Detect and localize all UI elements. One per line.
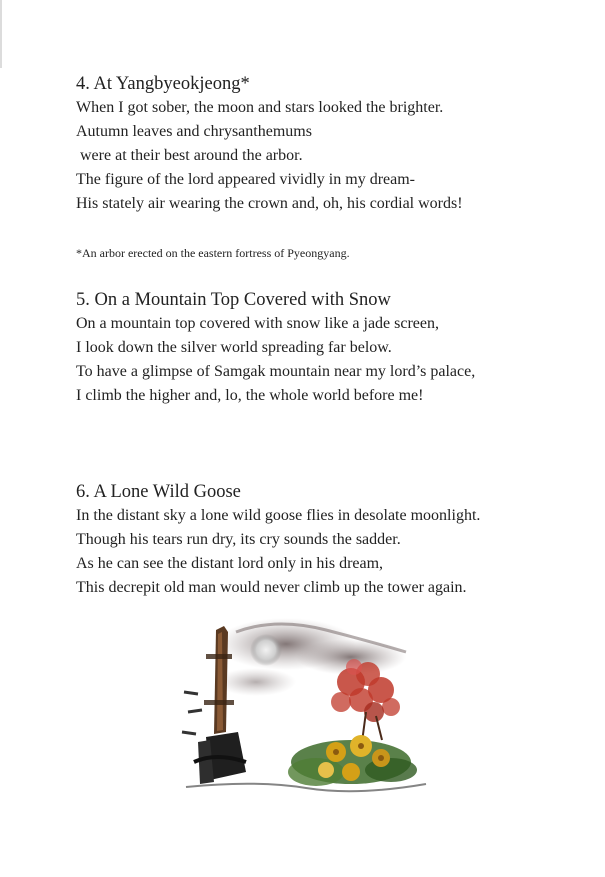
poem-at-yangbyeokjeong [76, 72, 576, 216]
poem-line: This decrepit old man would never climb up the tower again. [76, 579, 467, 596]
poem-title: 6. A Lone Wild Goose [76, 482, 241, 502]
ink-painting-illustration [176, 612, 434, 796]
footnote: *An arbor erected on the eastern fortress of Pyeongyang. [76, 246, 350, 260]
poem-line: When I got sober, the moon and stars looked the brighter. [76, 99, 444, 116]
poem-line: In the distant sky a lone wild goose flies in desolate moonlight. [76, 507, 481, 524]
poem-line: were at their best around the arbor. [76, 147, 303, 164]
poem-line: Autumn leaves and chrysanthemums [76, 123, 312, 140]
poem-title: 4. At Yangbyeokjeong* [76, 74, 250, 94]
poem-title: 5. On a Mountain Top Covered with Snow [76, 290, 391, 310]
chrysanthemums [288, 735, 417, 786]
poem-line: His stately air wearing the crown and, oh, his cordial words! [76, 195, 463, 212]
poem-line: I climb the higher and, lo, the whole world before me! [76, 387, 424, 404]
moon-icon [250, 634, 282, 666]
page-edge-mark [0, 0, 2, 68]
poem-line: On a mountain top covered with snow like a jade screen, [76, 315, 439, 332]
poem-lone-wild-goose [76, 480, 576, 600]
poem-line: To have a glimpse of Samgak mountain near my lord’s palace, [76, 363, 476, 380]
poem-line: The figure of the lord appeared vividly in my dream- [76, 171, 415, 188]
poem-line: As he can see the distant lord only in his dream, [76, 555, 384, 572]
poem-line: Though his tears run dry, its cry sounds the sadder. [76, 531, 401, 548]
poem-line: I look down the silver world spreading far below. [76, 339, 392, 356]
poem-mountain-top-snow [76, 288, 576, 408]
